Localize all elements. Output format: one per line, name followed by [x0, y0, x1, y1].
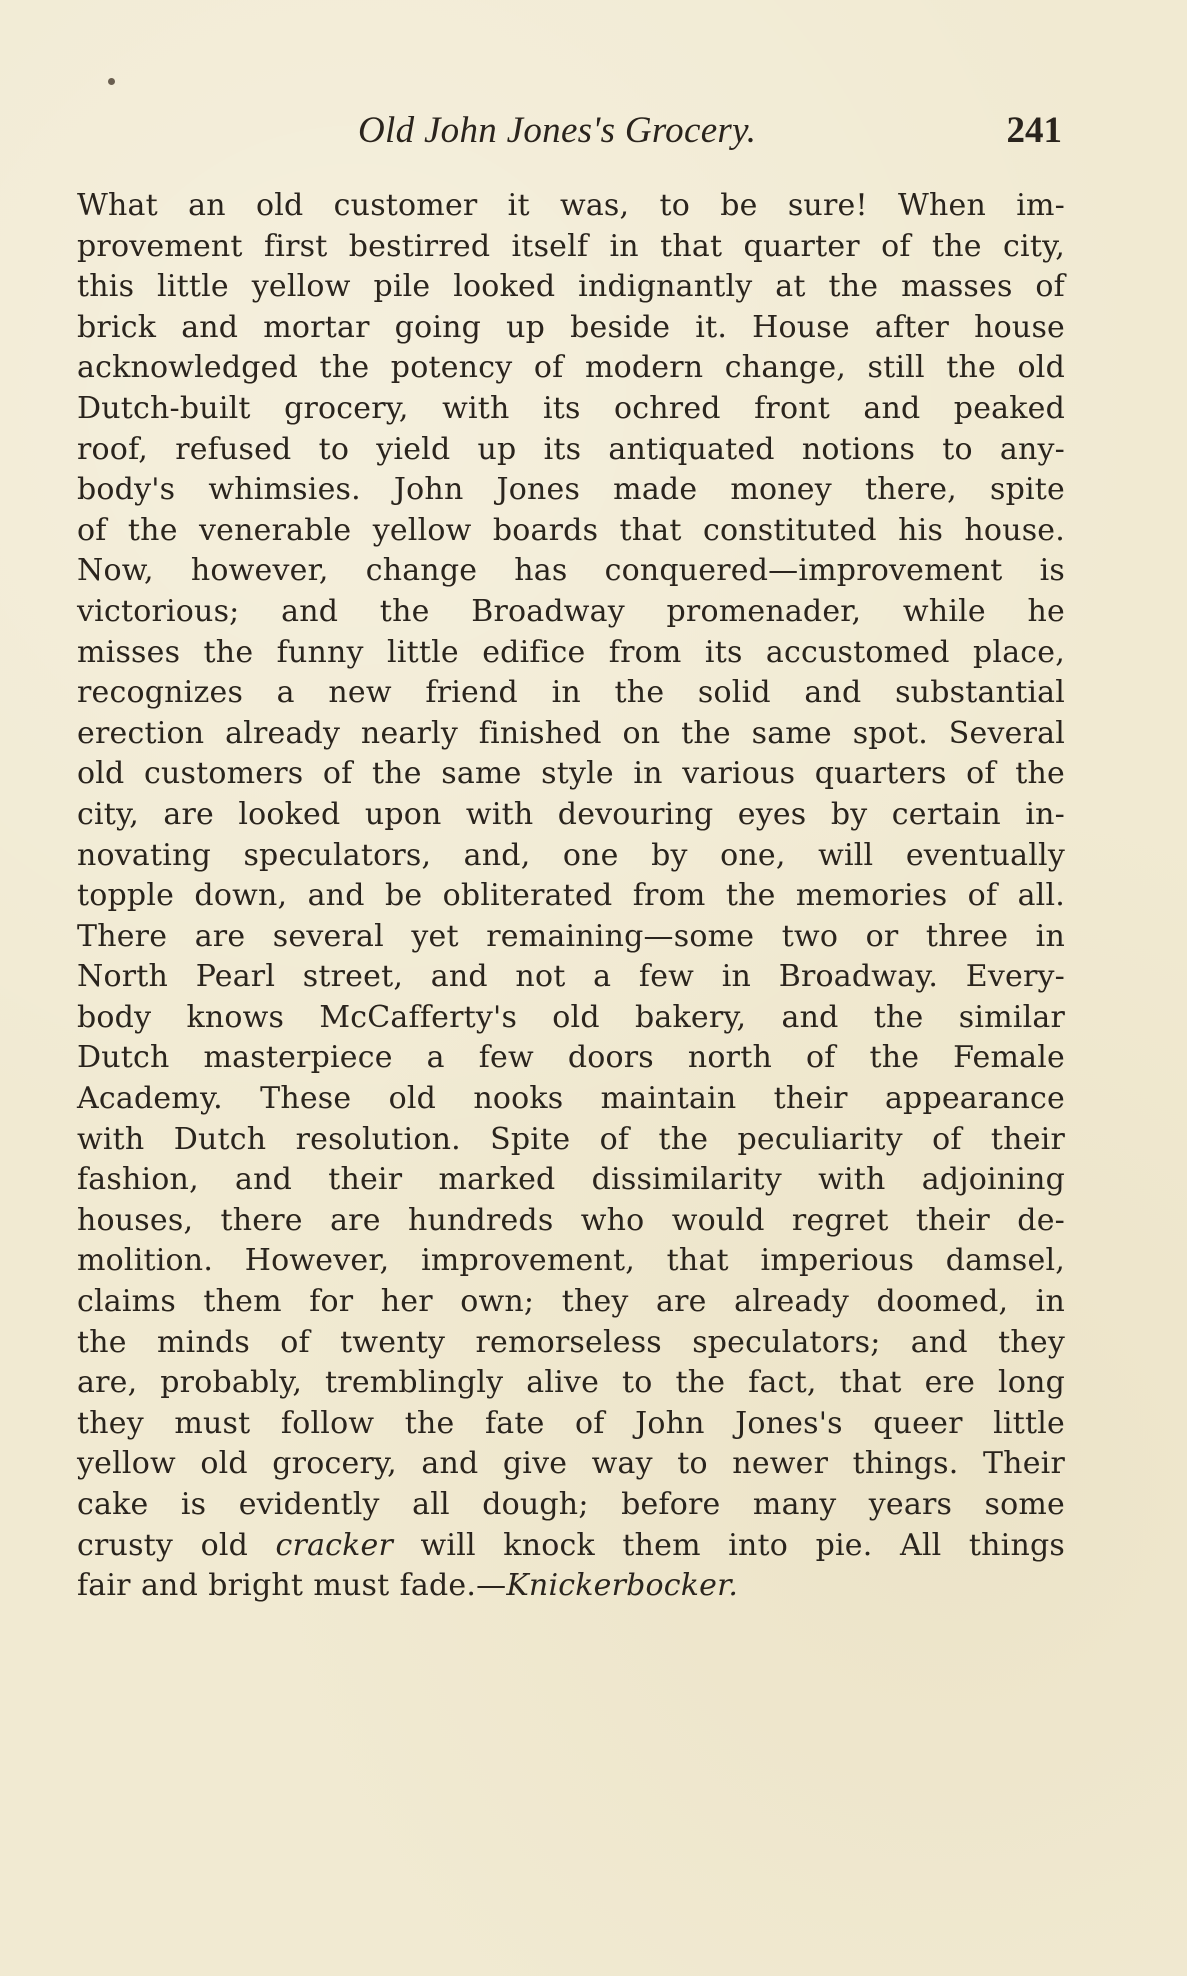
text-fragment: fair and bright must fade.—: [77, 1568, 507, 1604]
text-line: with Dutch resolution. Spite of the peculiarity of their: [77, 1121, 1065, 1157]
running-head: [80, 108, 1062, 154]
text-line: novating speculators, and, one by one, will eventually: [77, 837, 1065, 873]
text-line: they must follow the fate of John Jones's queer little: [77, 1405, 1065, 1441]
body-text: [77, 186, 1065, 1607]
text-line: victorious; and the Broadway promenader, while he: [77, 593, 1065, 629]
text-line-final: [77, 1566, 1065, 1607]
text-line-mixed: [77, 1526, 1065, 1567]
source-attribution: Knickerbocker.: [506, 1568, 739, 1604]
text-line: claims them for her own; they are already doomed, in: [77, 1284, 1065, 1320]
text-fragment: will knock them into pie. All things: [393, 1527, 1065, 1563]
text-line: topple down, and be obliterated from the memories of all.: [77, 878, 1065, 914]
text-fragment: crusty old: [77, 1527, 276, 1563]
text-line: city, are looked upon with devouring eyes by certain in-: [77, 796, 1065, 832]
text-line: fashion, and their marked dissimilarity with adjoining: [77, 1162, 1065, 1198]
text-line: recognizes a new friend in the solid and substantial: [77, 675, 1065, 711]
text-line: There are several yet remaining—some two or three in: [77, 918, 1065, 954]
text-line: yellow old grocery, and give way to newer things. Their: [77, 1446, 1065, 1482]
text-line: Now, however, change has conquered—improvement is: [77, 553, 1065, 589]
italic-word: cracker: [275, 1527, 394, 1563]
printer-mark-dot: [108, 78, 115, 85]
text-line: provement first bestirred itself in that quarter of the city,: [77, 228, 1065, 264]
text-line: old customers of the same style in various quarters of the: [77, 756, 1065, 792]
text-line: are, probably, tremblingly alive to the fact, that ere long: [77, 1365, 1065, 1401]
text-line: misses the funny little edifice from its accustomed place,: [77, 634, 1065, 670]
text-line: body knows McCafferty's old bakery, and the similar: [77, 999, 1065, 1035]
text-line: North Pearl street, and not a few in Broadway. Every-: [77, 959, 1065, 995]
text-line: Academy. These old nooks maintain their appearance: [77, 1081, 1065, 1117]
page-number: 241: [1006, 110, 1062, 151]
text-line: the minds of twenty remorseless speculators; and they: [77, 1324, 1065, 1360]
running-title: Old John Jones's Grocery.: [358, 110, 757, 151]
text-line: houses, there are hundreds who would regret their de-: [77, 1202, 1065, 1238]
text-line: of the venerable yellow boards that constituted his house.: [77, 512, 1065, 548]
text-line: cake is evidently all dough; before many years some: [77, 1487, 1065, 1522]
text-line: molition. However, improvement, that imperious damsel,: [77, 1243, 1065, 1279]
text-line: roof, refused to yield up its antiquated notions to any-: [77, 431, 1065, 467]
text-line: this little yellow pile looked indignantly at the masses of: [77, 269, 1065, 305]
text-line: Dutch masterpiece a few doors north of the Female: [77, 1040, 1065, 1076]
text-line: brick and mortar going up beside it. House after house: [77, 309, 1065, 345]
text-line: Dutch-built grocery, with its ochred front and peaked: [77, 390, 1065, 426]
text-line: body's whimsies. John Jones made money there, spite: [77, 472, 1065, 508]
text-line: What an old customer it was, to be sure! When im-: [77, 188, 1065, 223]
text-line: erection already nearly finished on the same spot. Several: [77, 715, 1065, 751]
text-line: acknowledged the potency of modern change, still the old: [77, 350, 1065, 386]
